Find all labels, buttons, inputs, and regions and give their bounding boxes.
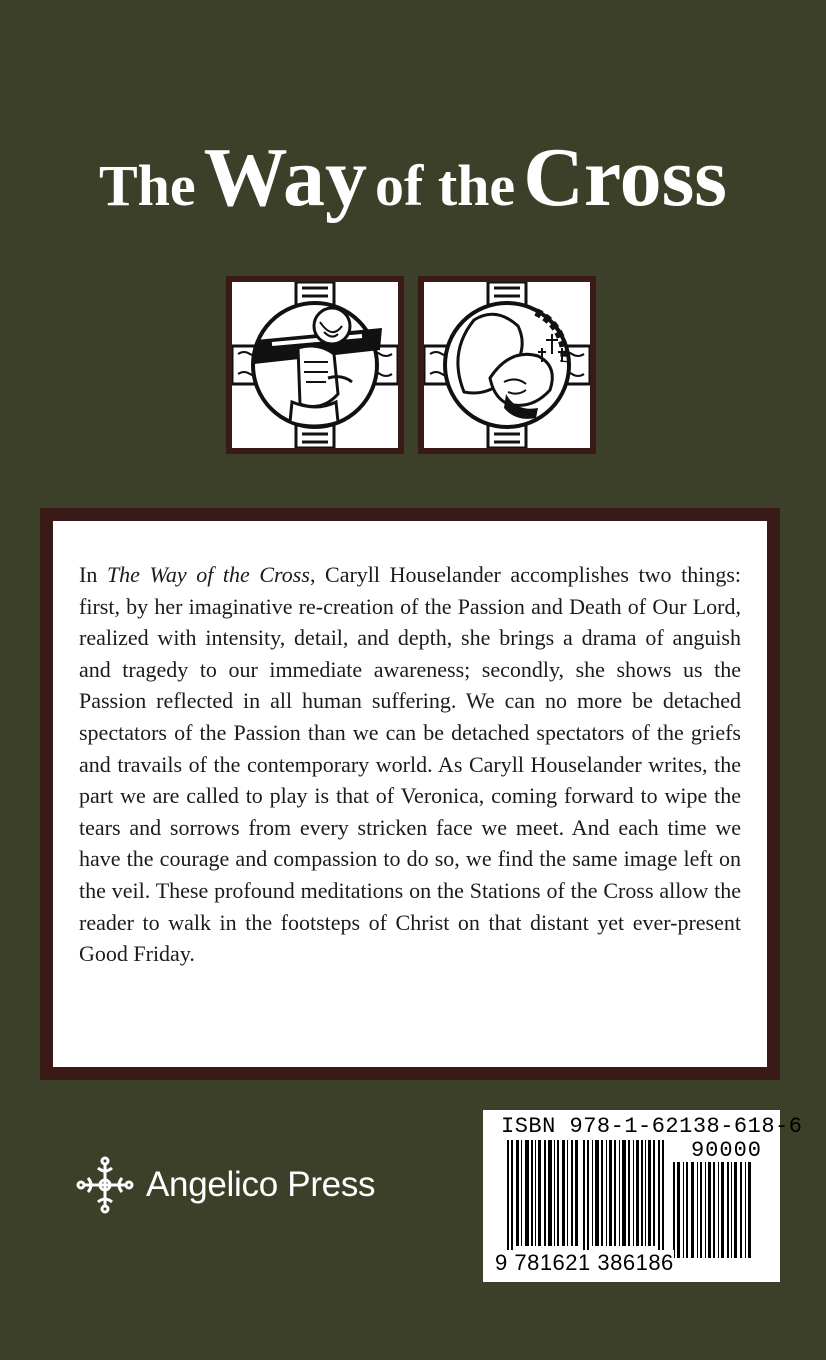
isbn-label: ISBN 978-1-62138-618-6 (501, 1114, 803, 1139)
title-word-of-the: of the (375, 153, 516, 219)
description-panel (40, 508, 780, 1080)
pieta-illustration (418, 276, 596, 454)
barcode (483, 1110, 803, 1282)
description-book-title: The Way of the Cross (106, 562, 310, 587)
pieta-icon (424, 282, 590, 448)
addon-price-code: 90000 (690, 1138, 762, 1163)
book-description (79, 559, 741, 970)
ean-barcode-bars (507, 1140, 667, 1258)
publisher-logo (76, 1154, 375, 1216)
description-body: , Caryll Houselander accomplishes two things: first, by her imaginative re-creation of the Passion and Death of Our Lord, realized with intensity, detail, and depth, she brings a drama of anguish and tragedy to our immediate awareness; secondly, she shows us the Passion reflected in all human suffering. We can no more be detached spectators of the Passion than we can be detached spectators of the griefs and travails of the contemporary world. As Caryll Houselander writes, the part we are called to play is that of Veronica, coming forward to wipe the tears and sorrows from every stricken face we meet. And each time we have the courage and compassion to do so, we find the same image left on the veil. These profound meditations on the Stations of the Cross allow the reader to walk in the footsteps of Christ on that distant yet ever-present Good Friday. (79, 562, 742, 967)
publisher-name: Angelico Press (146, 1165, 376, 1204)
addon-barcode-bars (673, 1162, 753, 1258)
cross-ornament-icon (76, 1156, 134, 1214)
book-title (0, 129, 826, 226)
description-intro: In (79, 562, 107, 587)
ean-digits: 9 781621 386186 (495, 1250, 674, 1275)
crucifixion-icon (232, 282, 398, 448)
title-word-cross: Cross (523, 131, 727, 225)
crucifixion-illustration (226, 276, 404, 454)
title-word-the: The (98, 153, 196, 219)
title-word-way: Way (203, 131, 368, 225)
